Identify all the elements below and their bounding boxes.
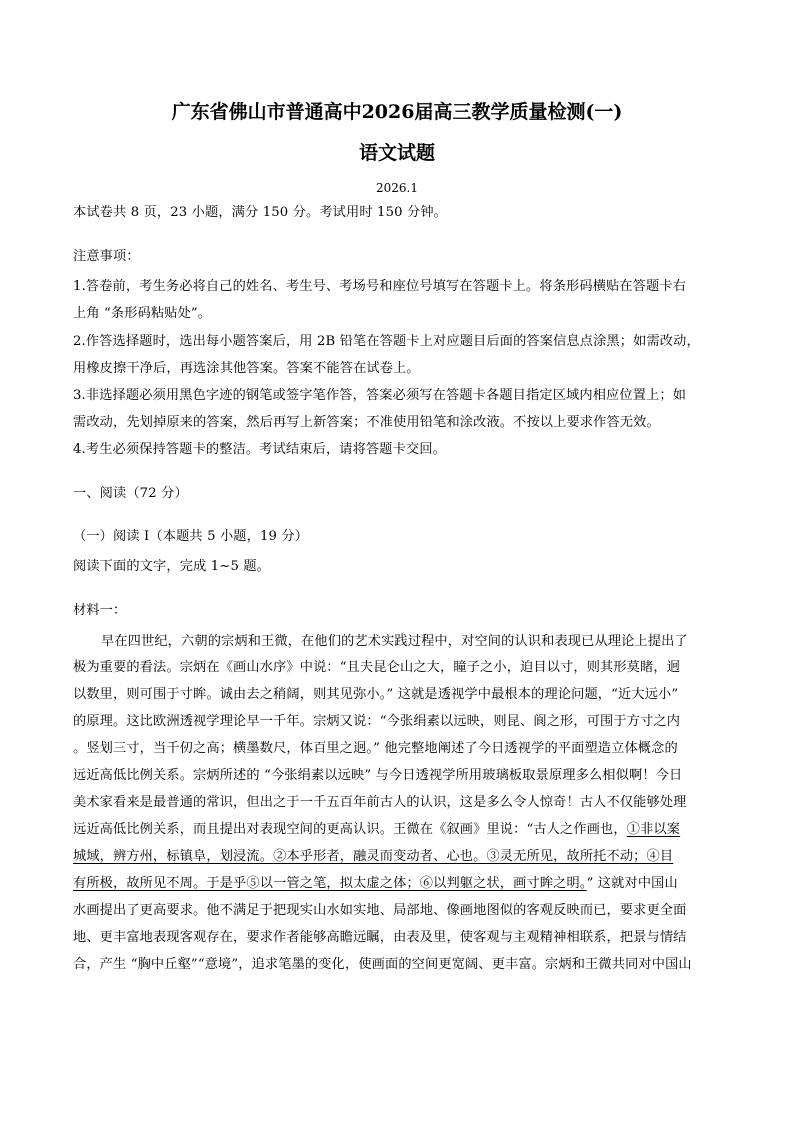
underlined-sentence: ④目 — [646, 849, 674, 864]
passage-line: 以数里，则可围于寸眸。诚由去之稍阔，则其见弥小。” 这就是透视学中最根本的理论问题，“近大远小” — [73, 687, 679, 702]
passage-line — [73, 848, 723, 866]
passage-line: 水画提出了更高要求。他不满足于把现实山水如实地、局部地、像画地图似的客观反映而已，要求更全面 — [73, 903, 687, 918]
note-line: 1.答卷前，考生务必将自己的姓名、考生号、考场号和座位号填写在答题卡上。将条形码横贴在答题卡右 — [73, 279, 687, 294]
note-line: 上角 “条形码粘贴处”。 — [73, 306, 212, 321]
note-line: 4.考生必须保持答题卡的整洁。考试结束后，请将答题卡交回。 — [73, 442, 446, 457]
underlined-sentence: ⑤以一管之笔，拟太虚之体； — [246, 876, 420, 891]
notes-heading: 注意事项： — [73, 249, 140, 264]
underlined-sentence: ⑥以判躯之状，画寸眸之明。 — [419, 876, 587, 891]
passage-text: 远近高低比例关系，而且提出对表现空间的更高认识。王微在《叙画》里说：“古人之作画也， — [73, 822, 627, 837]
passage-line: 美术家看来是最普通的常识，但出之于一千五百年前古人的认识，这是多么令人惊奇！古人不仅能够处理 — [73, 795, 687, 810]
subsection-heading: （一）阅读 I（本题共 5 小题，19 分） — [73, 529, 309, 544]
passage-line: 。竖划三寸，当千仞之高；横墨数尺，体百里之迥。” 他完整地阐述了今日透视学的平面塑造立体概念的 — [73, 741, 678, 756]
passage-line: 早在四世纪，六朝的宗炳和王微，在他们的艺术实践过程中，对空间的认识和表现已从理论上提出了 — [101, 634, 688, 649]
passage-line: 地、更丰富地表现客观存在，要求作者能够高瞻远瞩，由表及里，使客观与主观精神相联系，把景与情结 — [73, 930, 687, 945]
section-heading: 一、阅读（72 分） — [73, 486, 188, 501]
underlined-sentence: ①非以案 — [626, 822, 681, 837]
page-title: 广东省佛山市普通高中2026届高三教学质量检测(一) — [171, 101, 623, 123]
exam-intro: 本试卷共 8 页，23 小题，满分 150 分。考试用时 150 分钟。 — [73, 205, 448, 220]
passage-line — [73, 821, 723, 839]
passage-text: ” 这就对中国山 — [586, 876, 678, 891]
underlined-sentence: ③灵无所见，故所托不动； — [486, 849, 647, 864]
passage-line: 极为重要的看法。宗炳在《画山水序》中说：“且夫昆仑山之大，瞳子之小，迫目以寸，则其形莫睹，迥 — [73, 660, 681, 675]
underlined-sentence: 有所极，故所见不周。 — [73, 876, 207, 891]
passage-line: 合，产生 “胸中丘壑”“意境”，追求笔墨的变化，使画面的空间更宽阔、更丰富。宗炳和王微共同对中国山 — [73, 957, 692, 972]
page-subtitle: 语文试题 — [358, 142, 435, 164]
underlined-sentence: 城域，辨方州，标镇阜，划浸流。 — [73, 849, 274, 864]
note-line: 用橡皮擦干净后，再选涂其他答案。答案不能答在试卷上。 — [73, 361, 420, 376]
note-line: 需改动，先划掉原来的答案，然后再写上新答案；不准使用铅笔和涂改液。不按以上要求作答无效。 — [73, 415, 660, 430]
passage-line — [73, 875, 723, 893]
passage-line: 的原理。这比欧洲透视学理论早一千年。宗炳又说：“今张绢素以远映，则昆、阆之形，可围于方寸之内 — [73, 714, 681, 729]
exam-date: 2026.1 — [376, 181, 418, 195]
passage-line: 远近高低比例关系。宗炳所述的 “今张绢素以远映” 与今日透视学所用玻璃板取景原理多么相似啊！今日 — [73, 768, 683, 783]
note-line: 2.作答选择题时，选出每小题答案后，用 2B 铅笔在答题卡上对应题目后面的答案信息点涂黑；如需改动， — [73, 334, 700, 349]
underlined-sentence: ②本乎形者，融灵而变动者、心也。 — [273, 849, 487, 864]
underlined-sentence: 于是乎 — [206, 876, 247, 891]
material-label: 材料一： — [73, 603, 127, 618]
note-line: 3.非选择题必须用黑色字迹的钢笔或签字笔作答，答案必须写在答题卡各题目指定区域内相应位置上；如 — [73, 388, 687, 403]
reading-instruction: 阅读下面的文字，完成 1~5 题。 — [73, 559, 271, 574]
